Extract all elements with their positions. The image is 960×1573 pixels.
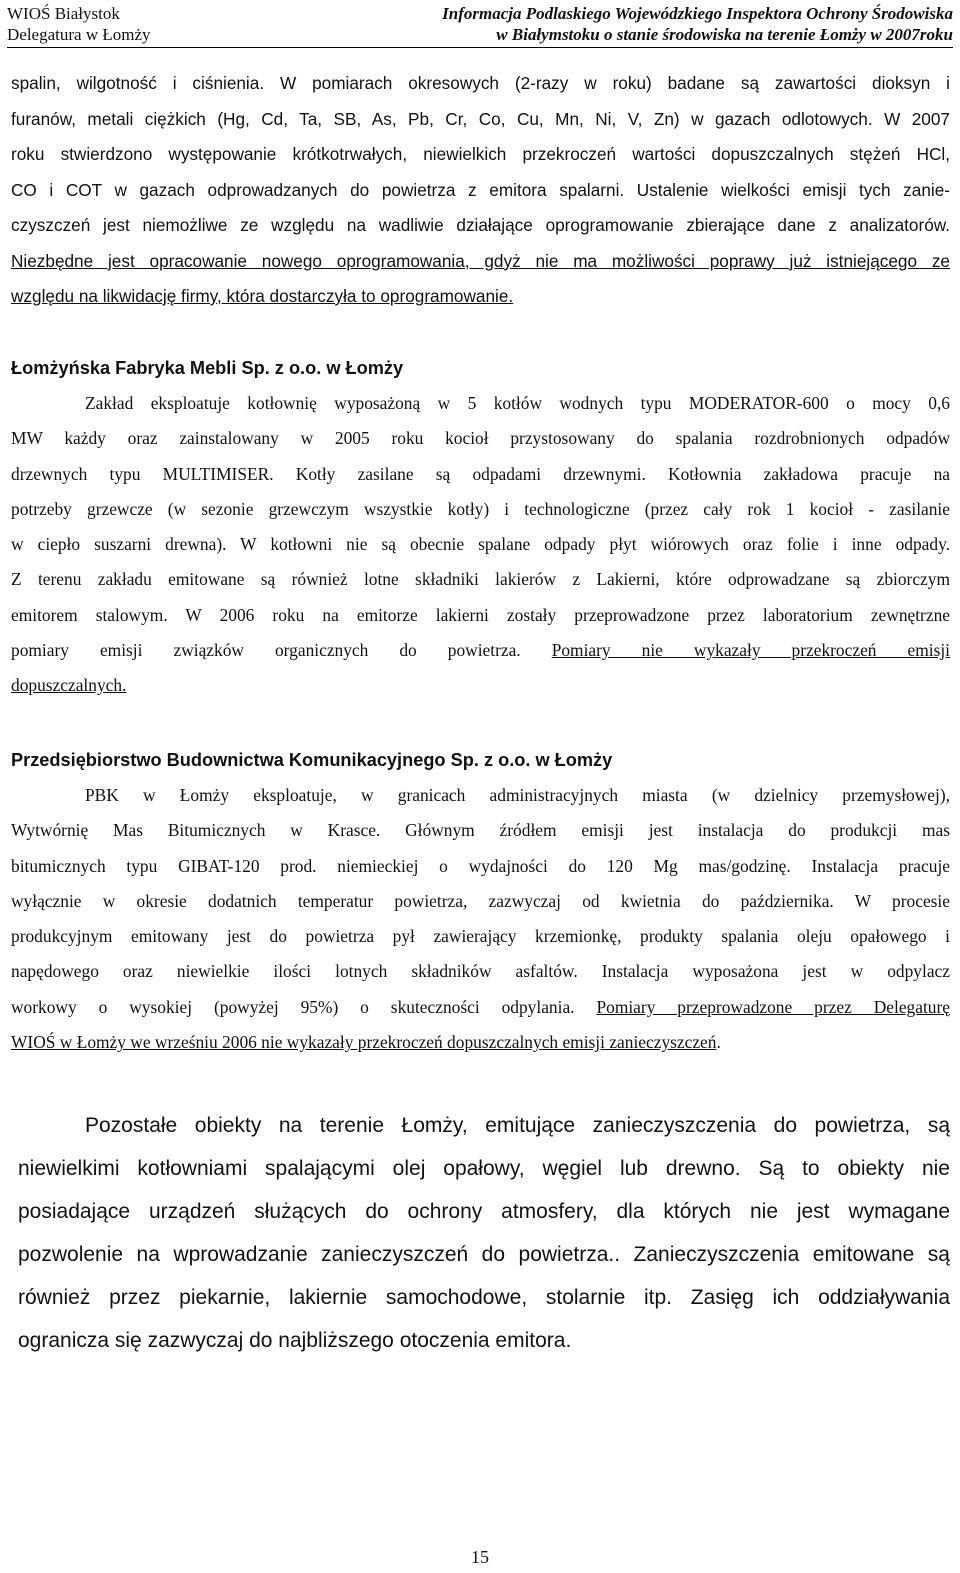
text-line: drzewnych typu MULTIMISER. Kotły zasilane są odpadami drzewnymi. Kotłownia zakładowa pracuje na <box>11 463 950 484</box>
section-heading-furniture-factory: Łomżyńska Fabryka Mebli Sp. z o.o. w Łomży <box>11 358 404 378</box>
text-line: produkcyjnym emitowany jest do powietrza pył zawierający krzemionkę, produkty spalania oleju opałowego i <box>11 926 950 947</box>
text-line: MW każdy oraz zainstalowany w 2005 roku kocioł przystosowany do spalania rozdrobnionych odpadów <box>11 428 950 449</box>
underlined-statement: Pomiary nie wykazały przekroczeń emisji <box>551 640 950 661</box>
text-line <box>11 633 950 668</box>
text-line <box>11 279 950 315</box>
text-line <box>11 668 950 703</box>
text-line: Wytwórnię Mas Bitumicznych w Krasce. Głównym źródłem emisji jest instalacja do produkcji mas <box>11 820 950 841</box>
text-line: spalin, wilgotność i ciśnienia. W pomiarach okresowych (2-razy w roku) badane są zawartości dioksyn i <box>11 73 950 93</box>
text-line: roku stwierdzono występowanie krótkotrwałych, niewielkich przekroczeń wartości dopuszczalnych stężeń HCl, <box>11 144 950 164</box>
text-fragment: pomiary emisji związków organicznych do powietrza. <box>11 640 521 661</box>
page-number: 15 <box>471 1547 489 1567</box>
text-line: PBK w Łomży eksploatuje, w granicach administracyjnych miasta (w dzielnicy przemysłowej), <box>85 785 950 805</box>
text-line: również przez piekarnie, lakiernie samochodowe, stolarnie itp. Zasięg ich oddziaływania <box>18 1286 950 1309</box>
text-line: wyłącznie w okresie dodatnich temperatur powietrza, zazwyczaj od kwietnia do października. W procesie <box>11 890 950 911</box>
header-institution: WIOŚ Białystok <box>7 4 120 23</box>
text-line <box>11 1025 950 1060</box>
section-heading-road-construction-company: Przedsiębiorstwo Budownictwa Komunikacyjnego Sp. z o.o. w Łomży <box>11 750 613 770</box>
section-road-construction-body <box>11 778 950 1060</box>
underlined-statement: WIOŚ w Łomży we wrześniu 2006 nie wykazały przekroczeń dopuszczalnych emisji zanieczyszczeń <box>11 1032 717 1053</box>
header-delegation: Delegatura w Łomży <box>7 25 151 44</box>
text-line: CO i COT w gazach odprowadzanych do powietrza z emitora spalarni. Ustalenie wielkości emisji tych zanie- <box>11 179 950 200</box>
text-line: emitorem stalowym. W 2006 roku na emitorze lakierni zostały przeprowadzone przez laboratorium zewnętrzne <box>11 604 950 625</box>
text-fragment: . <box>716 1032 721 1053</box>
text-line: pozwolenie na wprowadzanie zanieczyszczeń do powietrza.. Zanieczyszczenia emitowane są <box>18 1243 950 1266</box>
section-furniture-factory-body <box>11 386 950 704</box>
text-line: Niezbędne jest opracowanie nowego oprogramowania, gdyż nie ma możliwości poprawy już istniejącego ze <box>11 250 950 271</box>
page-header <box>7 3 953 45</box>
text-line: potrzeby grzewcze (w sezonie grzewczym wszystkie kotły) i technologiczne (przez cały rok 1 kocioł - zasilanie <box>11 498 950 519</box>
text-fragment: workowy o wysokiej (powyżej 95%) o skuteczności odpylania. <box>11 996 575 1017</box>
text-line <box>11 990 950 1025</box>
text-line: Z terenu zakładu emitowane są również lotne składniki lakierów z Lakierni, które odprowadzane są zbiorczym <box>11 569 950 590</box>
text-line-content: względu na likwidację firmy, która dostarczyła to oprogramowanie. <box>11 286 514 306</box>
header-report-subtitle: w Białymstoku o stanie środowiska na terenie Łomży w 2007roku <box>496 25 953 44</box>
header-right <box>442 3 953 45</box>
text-line: bitumicznych typu GIBAT-120 prod. niemieckiej o wydajności do 120 Mg mas/godzinę. Instalacja pracuje <box>11 855 950 876</box>
text-line: ogranicza się zazwyczaj do najbliższego otoczenia emitora. <box>18 1329 572 1352</box>
intro-paragraph <box>11 66 950 315</box>
header-left <box>7 3 151 45</box>
closing-paragraph <box>18 1104 950 1362</box>
header-report-title: Informacja Podlaskiego Wojewódzkiego Inspektora Ochrony Środowiska <box>442 4 953 23</box>
text-line: posiadające urządzeń służących do ochrony atmosfery, dla których nie jest wymagane <box>18 1200 950 1223</box>
underlined-statement: Pomiary przeprowadzone przez Delegaturę <box>596 996 950 1017</box>
text-line: w ciepło suszarni drewna). W kotłowni nie są obecnie spalane odpady płyt wiórowych oraz folie i inne odpady. <box>11 534 950 555</box>
text-line: niewielkimi kotłowniami spalającymi olej opałowy, węgiel lub drewno. Są to obiekty nie <box>18 1157 950 1180</box>
text-line: Zakład eksploatuje kotłownię wyposażoną w 5 kotłów wodnych typu MODERATOR-600 o mocy 0,6 <box>85 393 950 413</box>
header-divider <box>7 47 953 48</box>
text-line: napędowego oraz niewielkie ilości lotnych składników asfaltów. Instalacja wyposażona jest w odpylacz <box>11 961 950 982</box>
underlined-statement: dopuszczalnych. <box>11 675 127 696</box>
text-line: Pozostałe obiekty na terenie Łomży, emitujące zanieczyszczenia do powietrza, są <box>85 1114 950 1137</box>
text-line: czyszczeń jest niemożliwe ze względu na wadliwie działające oprogramowanie zbierające dane z analizatorów. <box>11 215 950 235</box>
text-line: furanów, metali ciężkich (Hg, Cd, Ta, SB, As, Pb, Cr, Co, Cu, Mn, Ni, V, Zn) w gazach odlotowych. W 2007 <box>11 108 950 129</box>
